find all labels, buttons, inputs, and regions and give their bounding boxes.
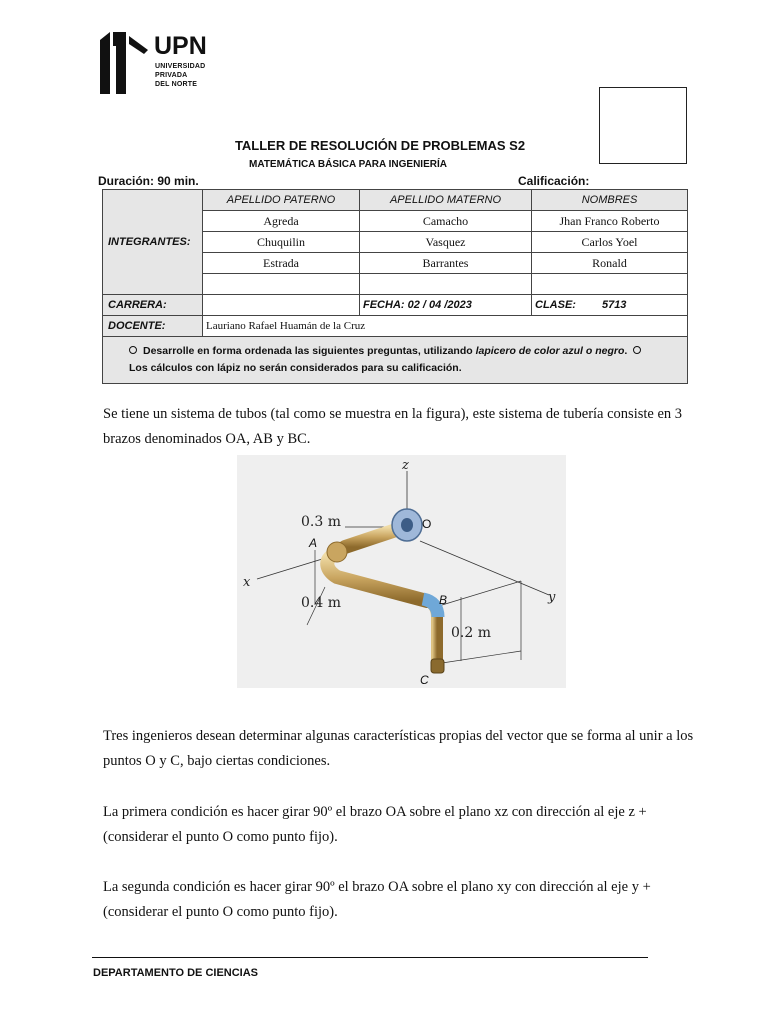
dim-ab-label: 0.4 m [301, 595, 341, 611]
upn-logo [100, 32, 220, 96]
note-text-a: Desarrolle en forma ordenada las siguientes preguntas, utilizando [143, 345, 476, 357]
col-apellido-paterno: APELLIDO PATERNO [203, 190, 360, 211]
figure-background [237, 455, 566, 688]
clase-label: CLASE: [535, 299, 576, 311]
axis-z-label: z [402, 458, 409, 473]
footer-department: DEPARTAMENTO DE CIENCIAS [93, 967, 259, 979]
cell: Jhan Franco Roberto [532, 211, 688, 232]
pipe-system-figure [237, 455, 566, 688]
cell: Vasquez [360, 232, 532, 253]
fecha-field: FECHA: 02 / 04 /2023 [360, 295, 532, 316]
integrantes-label: INTEGRANTES: [103, 190, 203, 295]
point-b-label: B [439, 593, 448, 607]
cell: Agreda [203, 211, 360, 232]
logo-line-3: DEL NORTE [155, 81, 198, 88]
paragraph-condition-2: La segunda condición es hacer girar 90º el brazo OA sobre el plano xy con dirección al eje y + (considerar el punto O como punto fijo). [103, 879, 651, 920]
bullet-icon [633, 346, 641, 354]
instructions-row [103, 337, 688, 384]
cell [360, 274, 532, 295]
grade-label: Calificación: [518, 174, 590, 188]
point-o-label: O [422, 517, 432, 531]
duration-label: Duración: 90 min. [98, 174, 199, 188]
cell [532, 274, 688, 295]
axis-x-label: x [243, 575, 251, 590]
note-text-b: lapicero de color azul o negro [475, 345, 625, 357]
cell: Camacho [360, 211, 532, 232]
paragraph-engineers: Tres ingenieros desean determinar algunas características propias del vector que se forma al unir a los puntos O y C, bajo ciertas condiciones. [103, 728, 694, 769]
carrera-value [203, 295, 360, 316]
cell [203, 274, 360, 295]
bullet-icon [129, 346, 137, 354]
point-a-label: A [309, 536, 318, 550]
logo-line-1: UNIVERSIDAD [155, 63, 206, 70]
axis-y-label: y [548, 590, 556, 605]
footer-divider [92, 957, 648, 958]
page-title: TALLER DE RESOLUCIÓN DE PROBLEMAS S2 [234, 138, 526, 153]
cell: Ronald [532, 253, 688, 274]
docente-value: Lauriano Rafael Huamán de la Cruz [203, 316, 688, 337]
elbow-a [327, 542, 347, 562]
upn-arrow-logo-icon [100, 32, 150, 94]
clase-value: 5713 [601, 299, 627, 311]
table-header-row [103, 190, 688, 211]
carrera-row [103, 295, 688, 316]
point-c-label: C [420, 673, 429, 687]
instructions-note [103, 337, 688, 384]
student-info-table [102, 189, 688, 384]
cell: Chuquilin [203, 232, 360, 253]
docente-row [103, 316, 688, 337]
dim-bc-label: 0.2 m [451, 625, 491, 641]
col-nombres: NOMBRES [532, 190, 688, 211]
logo-wordmark: UPN [154, 32, 207, 60]
cap-c [431, 659, 444, 673]
course-subtitle: MATEMÁTICA BÁSICA PARA INGENIERÍA [249, 159, 447, 170]
flange-o-center [401, 518, 413, 532]
paragraph-condition-1: La primera condición es hacer girar 90º el brazo OA sobre el plano xz con dirección al eje z + (considerar el punto O como punto fijo). [103, 804, 647, 845]
cell: Carlos Yoel [532, 232, 688, 253]
logo-line-2: PRIVADA [155, 72, 188, 79]
carrera-label: CARRERA: [103, 295, 203, 316]
paragraph-intro: Se tiene un sistema de tubos (tal como se muestra en la figura), este sistema de tubería consiste en 3 brazos denominados OA, AB y BC. [103, 406, 683, 447]
cell: Barrantes [360, 253, 532, 274]
note-text-c: . [624, 345, 628, 357]
dim-oa-label: 0.3 m [301, 514, 341, 530]
note-text-d: Los cálculos con lápiz no serán considerados para su calificación. [129, 362, 462, 374]
docente-label: DOCENTE: [103, 316, 203, 337]
col-apellido-materno: APELLIDO MATERNO [360, 190, 532, 211]
clase-field [532, 295, 688, 316]
cell: Estrada [203, 253, 360, 274]
